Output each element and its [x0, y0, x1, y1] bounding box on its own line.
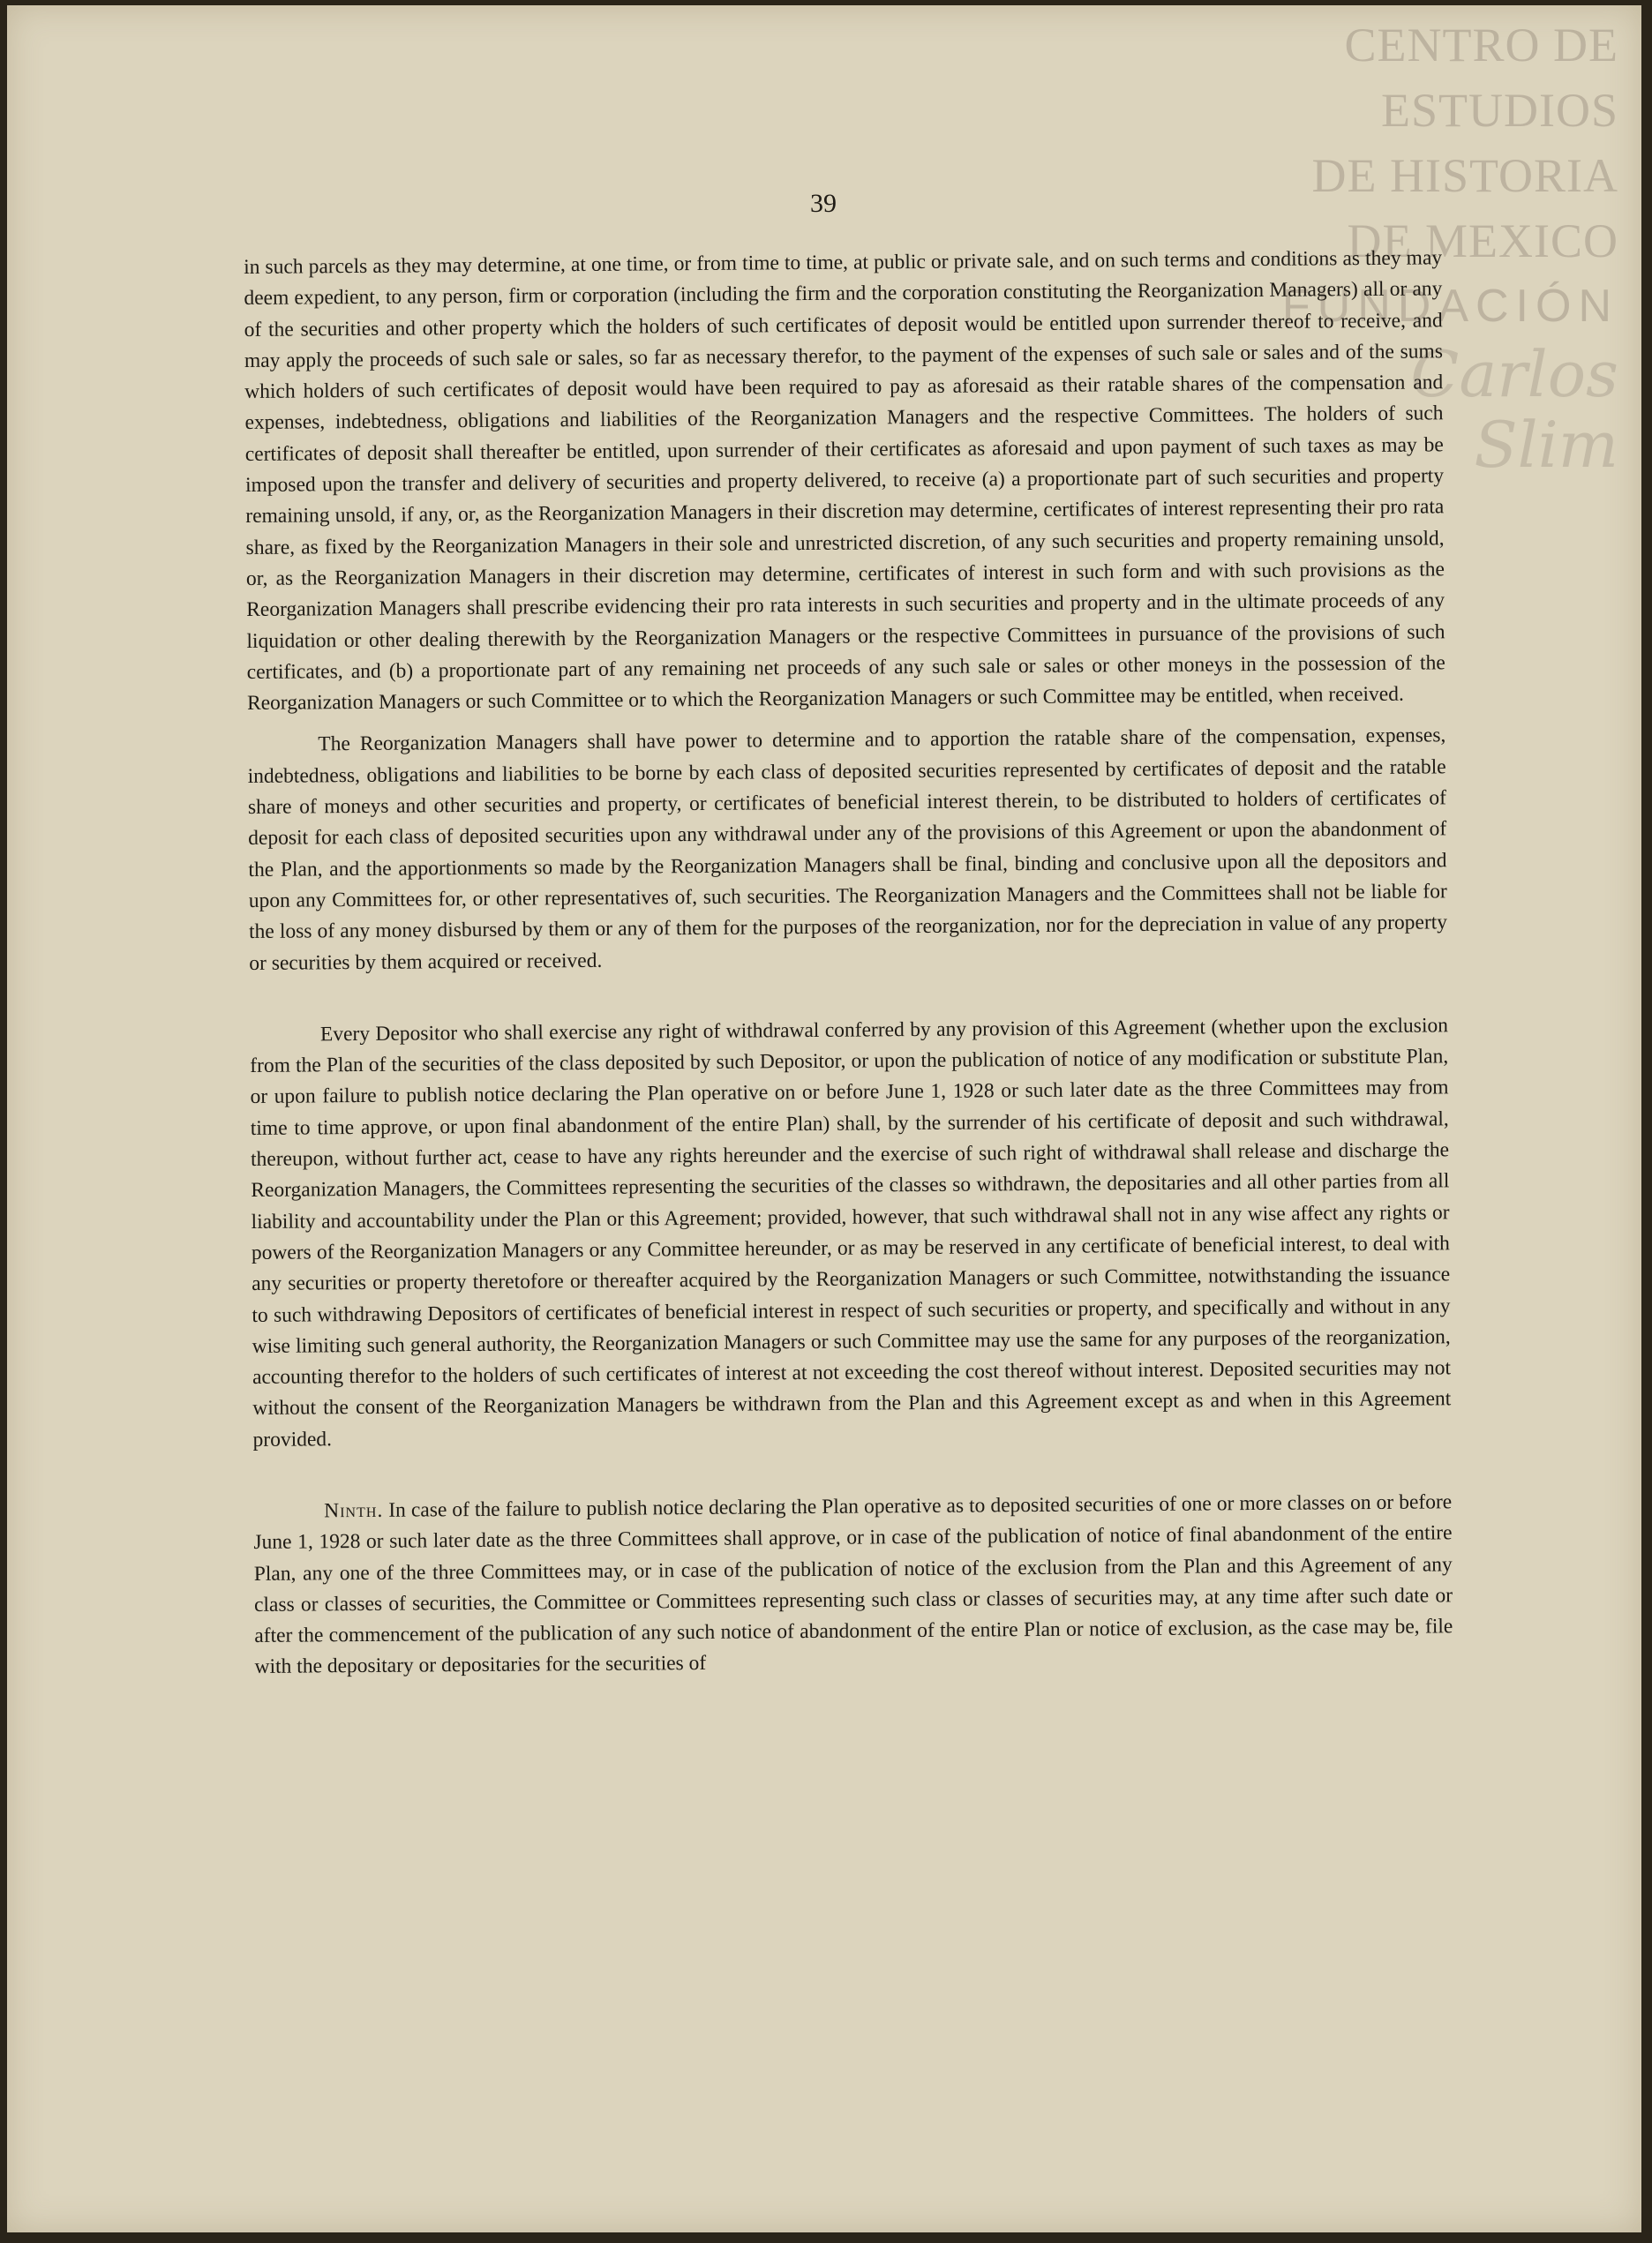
page-number: 39: [810, 189, 837, 218]
watermark-line: DE MEXICO: [1347, 214, 1618, 267]
paragraph-continuation: in such parcels as they may determine, at one time, or from time to time, at public or private sale, and on such terms and conditions as they may deem expedient, to any person, firm or corporation (including the firm and the corporation constituting the Reorganization Managers) all or any of the securities and other property which the holders of such certificates of deposit would be entitled upon surrender thereof to receive, and may apply the proceeds of such sale or sales, so far as necessary therefor, to the payment of the expenses of such sale or sales and of the sums which holders of such certificates of deposit would have been required to pay as aforesaid as their ratable shares of the compensation and expenses, indebtedness, obligations and liabilities of the Reorganization Managers and the respective Committees. The holders of such certificates of deposit shall thereafter be entitled, upon surrender of their certificates as aforesaid and upon payment of such taxes as may be imposed upon the transfer and delivery of securities and property delivered, to receive (a) a proportionate part of such securities and property remaining unsold, if any, or, as the Reorganization Managers in their discretion may determine, certificates of interest representing their pro rata share, as fixed by the Reorganization Managers in their sole and unrestricted discretion, of any such securities and property remaining unsold, or, as the Reorganization Managers in their discretion may determine, certificates of interest in such form and with such provisions as the Reorganization Managers shall prescribe evidencing their pro rata interests in such securities and property and in the ultimate proceeds of any liquidation or other dealing therewith by the Reorganization Managers or the respective Committees in pursuance of the provisions of such certificates, and (b) a proportionate part of any remaining net proceeds of any such sale or sales or other moneys in the possession of the Reorganization Managers or such Committee or to which the Reorganization Managers or such Committee may be entitled, when received.: [244, 246, 1446, 716]
section-heading-ninth: Ninth.: [324, 1498, 384, 1523]
document-body: [244, 243, 1453, 1683]
paragraph-withdrawal: Every Depositor who shall exercise any right of withdrawal conferred by any provision of this Agreement (whether upon the exclusion from the Plan of the securities of the class deposited by such Depositor, or upon the publication of notice of any modification or substitute Plan, or upon failure to publish notice declaring the Plan operative on or before June 1, 1928 or such later date as the three Committees may from time to time approve, or upon final abandonment of the entire Plan) shall, by the surrender of his certificate of deposit and such withdrawal, thereupon, without further act, cease to have any rights hereunder and the exercise of such right of withdrawal shall release and discharge the Reorganization Managers, the Committees representing the securities of the classes so withdrawn, the depositaries and all other parties from all liability and accountability under the Plan or this Agreement; provided, however, that such withdrawal shall not in any wise affect any rights or powers of the Reorganization Managers or any Committee hereunder, or as may be reserved in any certificate of beneficial interest, to deal with any securities or property theretofore or thereafter acquired by the Reorganization Managers or such Committee, notwithstanding the issuance to such withdrawing Depositors of certificates of beneficial interest in respect of such securities or property, and specifically and without in any wise limiting such general authority, the Reorganization Managers or such Committee may use the same for any purposes of the reorganization, accounting therefor to the holders of such certificates of interest at not exceeding the cost thereof without interest. Deposited securities may not without the consent of the Reorganization Managers be withdrawn from the Plan and this Agreement except as and when in this Agreement provided.: [250, 1014, 1452, 1452]
paragraph-ninth: [253, 1487, 1453, 1683]
watermark-foundation: FUNDACIÓN: [1281, 281, 1618, 332]
watermark-line: ESTUDIOS: [1380, 84, 1618, 137]
paragraph-apportionment: The Reorganization Managers shall have power to determine and to apportion the ratable share of the compensation, expenses, indebtedness, obligations and liabilities to be borne by each class of deposited securities represented by certificates of deposit and the ratable share of moneys and other securities and property, or certificates of beneficial interest therein, to be distributed to holders of certificates of deposit for each class of deposited securities upon any withdrawal under any of the provisions of this Agreement or upon the abandonment of the Plan, and the apportionments so made by the Reorganization Managers shall be final, binding and conclusive upon all the depositors and upon any Committees for, or other representatives of, such securities. The Reorganization Managers and the Committees shall not be liable for the loss of any money disbursed by them or any of them for the purposes of the reorganization, nor for the depreciation in value of any property or securities by them acquired or received.: [247, 724, 1448, 975]
watermark-signature: Carlos Slim: [1410, 337, 1618, 482]
paragraph-ninth-text: In case of the failure to publish notice declaring the Plan operative as to deposited securities of one or more classes on or before June 1, 1928 or such later date as the three Committees shall approve, or in case of the publication of notice of final abandonment of the entire Plan, any one of the three Committees may, or in case of the publication of notice of the exclusion from the Plan and this Agreement of any class or classes of securities, the Committee or Committees representing such class or classes of securities may, at any time after such date or after the commencement of the publication of any such notice of abandonment of the entire Plan or notice of exclusion, as the case may be, file with the depositary or depositaries for the securities of: [253, 1490, 1453, 1679]
watermark-line: DE HISTORIA: [1311, 149, 1618, 202]
watermark-line: CENTRO DE: [1344, 19, 1618, 71]
document-page: [7, 5, 1641, 2232]
